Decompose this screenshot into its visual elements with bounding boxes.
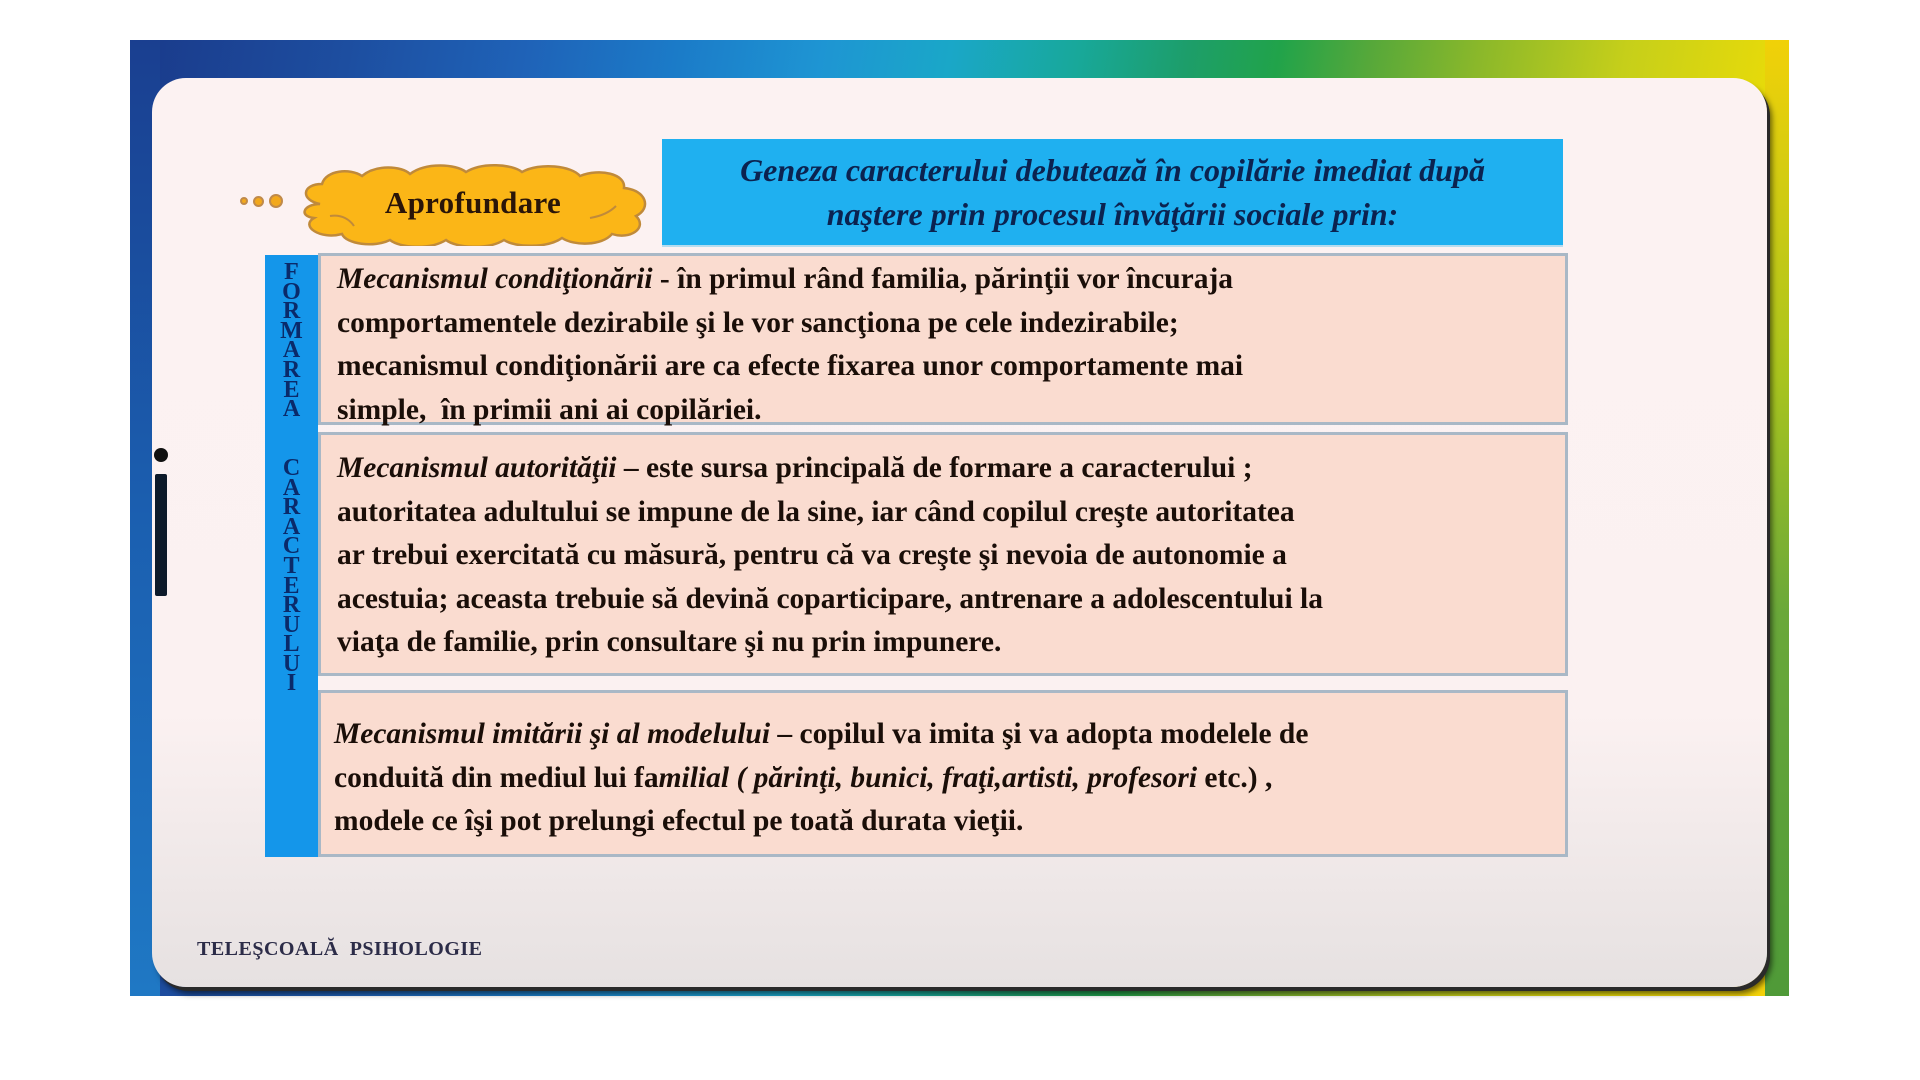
mechanism-line: autoritatea adultului se impune de la sine, iar când copilul creşte autoritatea [337,495,1295,528]
mechanism-line [337,258,1565,302]
mechanism-separator: - [652,263,678,295]
vlabel-letter: O [282,278,301,305]
mechanism-line: viaţa de familie, prin consultare şi nu prin impunere. [337,626,1002,658]
vlabel-letter: A [282,474,301,501]
vlabel-letter: U [282,650,301,677]
vlabel-letter: R [282,298,301,325]
badge-label: Aprofundare [384,185,562,220]
mechanism-box-autoritate [318,432,1568,676]
mechanism-text: etc.) , [1197,761,1273,794]
vlabel-letter: U [282,611,301,638]
mechanism-line: ar trebui exercitată cu măsură, pentru că va creşte şi nevoia de autonomie a [337,539,1287,571]
mechanism-line: modele ce îşi pot prelungi efectul pe toată durata vieţii. [334,805,1024,837]
dot-medium [253,196,264,207]
mechanism-line [334,757,1565,801]
mechanism-text: este sursa principală de formare a caracterului ; [646,452,1253,484]
vlabel-letter: R [282,494,301,521]
mechanism-separator: – [616,452,646,484]
vlabel-letter: C [282,533,301,560]
handle-knob-icon [154,448,168,462]
mechanism-text: copilul va imita şi va adopta modelele de [799,718,1309,750]
vlabel-letter: T [283,552,300,579]
thought-dots-icon [240,194,283,208]
mechanism-text-italic: milial ( părinţi, bunici, fraţi,artisti, profesori [658,761,1198,794]
vlabel-letter: E [283,572,300,599]
header-line-1: Geneza caracterului debutează în copilărie imediat după [740,152,1485,188]
mechanism-line: comportamentele dezirabile şi le vor sancţiona pe cele indezirabile; [337,306,1179,339]
vlabel-letter: R [282,356,301,383]
mechanism-line: mecanismul condiţionării are ca efecte fixarea unor comportamente mai [337,350,1244,382]
vlabel-letter: F [284,259,299,285]
dot-small [240,197,248,205]
vertical-label-formarea-caracterului [265,255,318,857]
header-banner [662,139,1563,245]
aprofundare-badge [290,160,656,246]
mechanism-line: simple, în primii ani ai copilăriei. [337,393,762,426]
mechanism-line: acestuia; aceasta trebuie să devină coparticipare, antrenare a adolescentului la [337,582,1323,615]
mechanism-line [334,713,1565,757]
mechanism-title: Mecanismul autorităţii [337,452,617,484]
mechanism-title: Mecanismul imitării şi al modelului [334,718,771,750]
vlabel-letter: C [282,454,301,481]
handle-bar [155,474,167,596]
mechanism-text: conduită din mediul lui fa [334,761,659,794]
mechanism-text: în primul rând familia, părinţii vor încuraja [677,263,1234,295]
mechanism-box-imitare [318,690,1568,857]
footer-brand: TELEŞCOALĂ PSIHOLOGIE [197,938,483,960]
vlabel-letter: E [283,376,300,403]
vlabel-letter: R [282,592,301,619]
frame-right-band [1765,40,1789,996]
vlabel-letter: I [286,670,297,697]
dot-large [269,194,283,208]
side-drag-handle[interactable] [153,440,171,596]
vlabel-letter: A [282,396,301,423]
header-line-2: naştere prin procesul învăţării sociale prin: [826,196,1399,232]
mechanism-separator: – [770,718,800,750]
mechanism-box-conditionare [318,253,1568,425]
vlabel-letter: L [283,631,300,658]
vlabel-letter: A [282,513,301,540]
vlabel-letter: M [280,317,303,344]
mechanism-title: Mecanismul condiţionării [337,263,653,295]
vlabel-letter: A [282,337,301,364]
mechanism-line [337,447,1565,491]
